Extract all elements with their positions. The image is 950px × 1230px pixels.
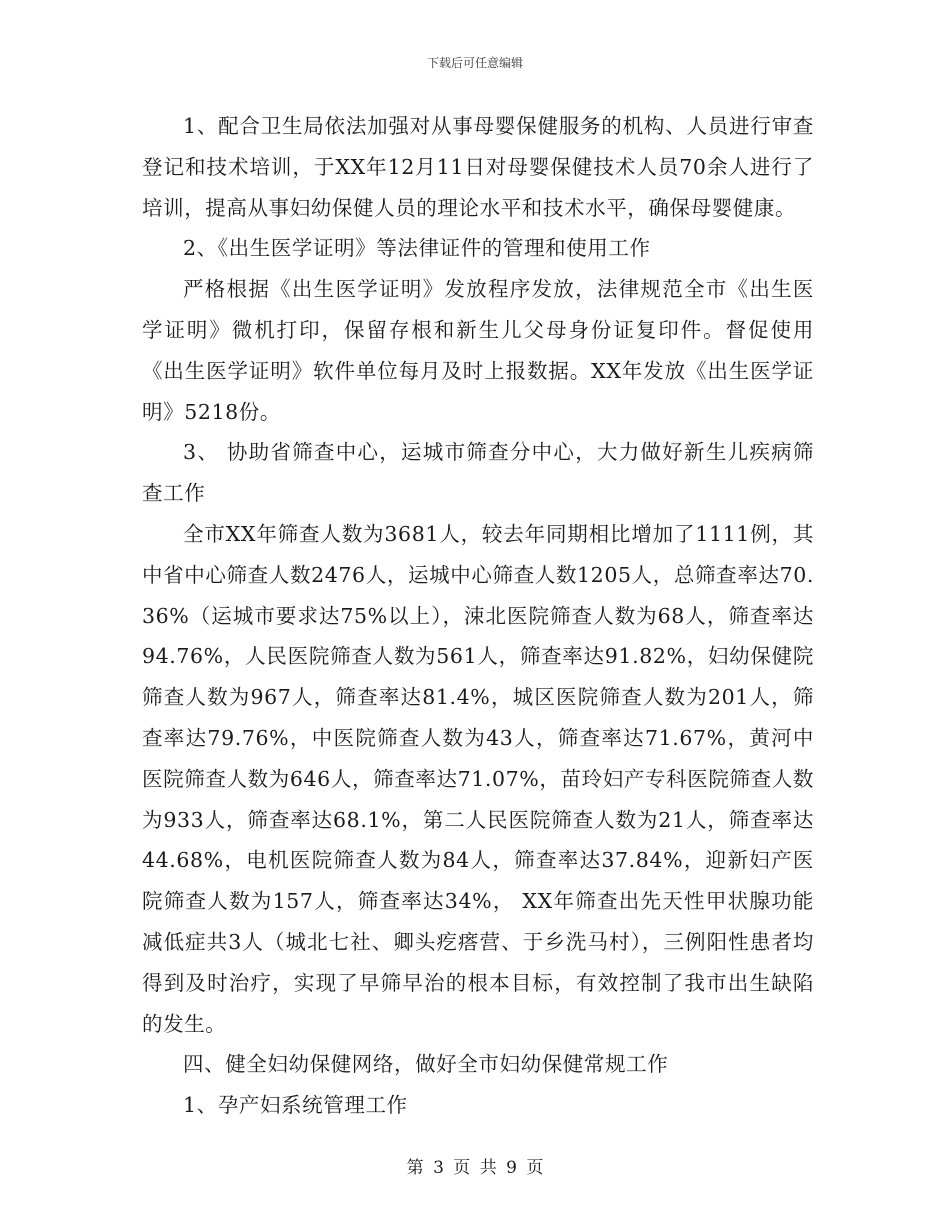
paragraph-training: 1、配合卫生局依法加强对从事母婴保健服务的机构、人员进行审查登记和技术培训，于XX年12月11日对母婴保健技术人员70余人进行了培训，提高从事妇幼保健人员的理论水平和技术水平，确保母婴健康。 [142,114,814,220]
paragraph-screening-stats: 全市XX年筛查人数为3681人，较去年同期相比增加了1111例，其中省中心筛查人数2476人，运城中心筛查人数1205人，总筛查率达70.36%（运城市要求达75%以上），涑北医院筛查人数为68人，筛查率达94.76%，人民医院筛查人数为561人，筛查率达91.82%，妇幼保健院筛查人数为967人，筛查率达81.4%，城区医院筛查人数为201人，筛查率达79.76%，中医院筛查人数为43人，筛查率达71.67%，黄河中医院筛查人数为646人，筛查率达71.07%，苗玲妇产专科医院筛查人数为933人，筛查率达68.1%，第二人民医院筛查人数为21人，筛查率达44.68%，电机医院筛查人数为84人，筛查率达37.84%，迎新妇产医院筛查人数为157人，筛查率达34%， XX年筛查出先天性甲状腺功能减低症共3人（城北七社、卿头疙瘩营、于乡洗马村），三例阳性患者均得到及时治疗，实现了早筛早治的根本目标，有效控制了我市出生缺陷的发生。 [142,521,814,1036]
heading-birth-certificate: 2、《出生医学证明》等法律证件的管理和使用工作 [183,236,651,261]
heading-maternal-management: 1、孕产妇系统管理工作 [183,1093,408,1118]
document-body [142,106,814,1126]
heading-screening: 3、 协助省筛查中心，运城市筛查分中心，大力做好新生儿疾病筛查工作 [142,440,814,506]
paragraph-birth-certificate: 严格根据《出生医学证明》发放程序发放，法律规范全市《出生医学证明》微机打印，保留存根和新生儿父母身份证复印件。督促使用《出生医学证明》软件单位每月及时上报数据。XX年发放《出生医学证明》5218份。 [142,277,814,424]
section-heading-network: 四、健全妇幼保健网络，做好全市妇幼保健常规工作 [183,1052,669,1077]
page-number: 第 3 页 共 9 页 [406,1158,544,1178]
page-header: 下载后可任意编辑 [426,56,523,70]
